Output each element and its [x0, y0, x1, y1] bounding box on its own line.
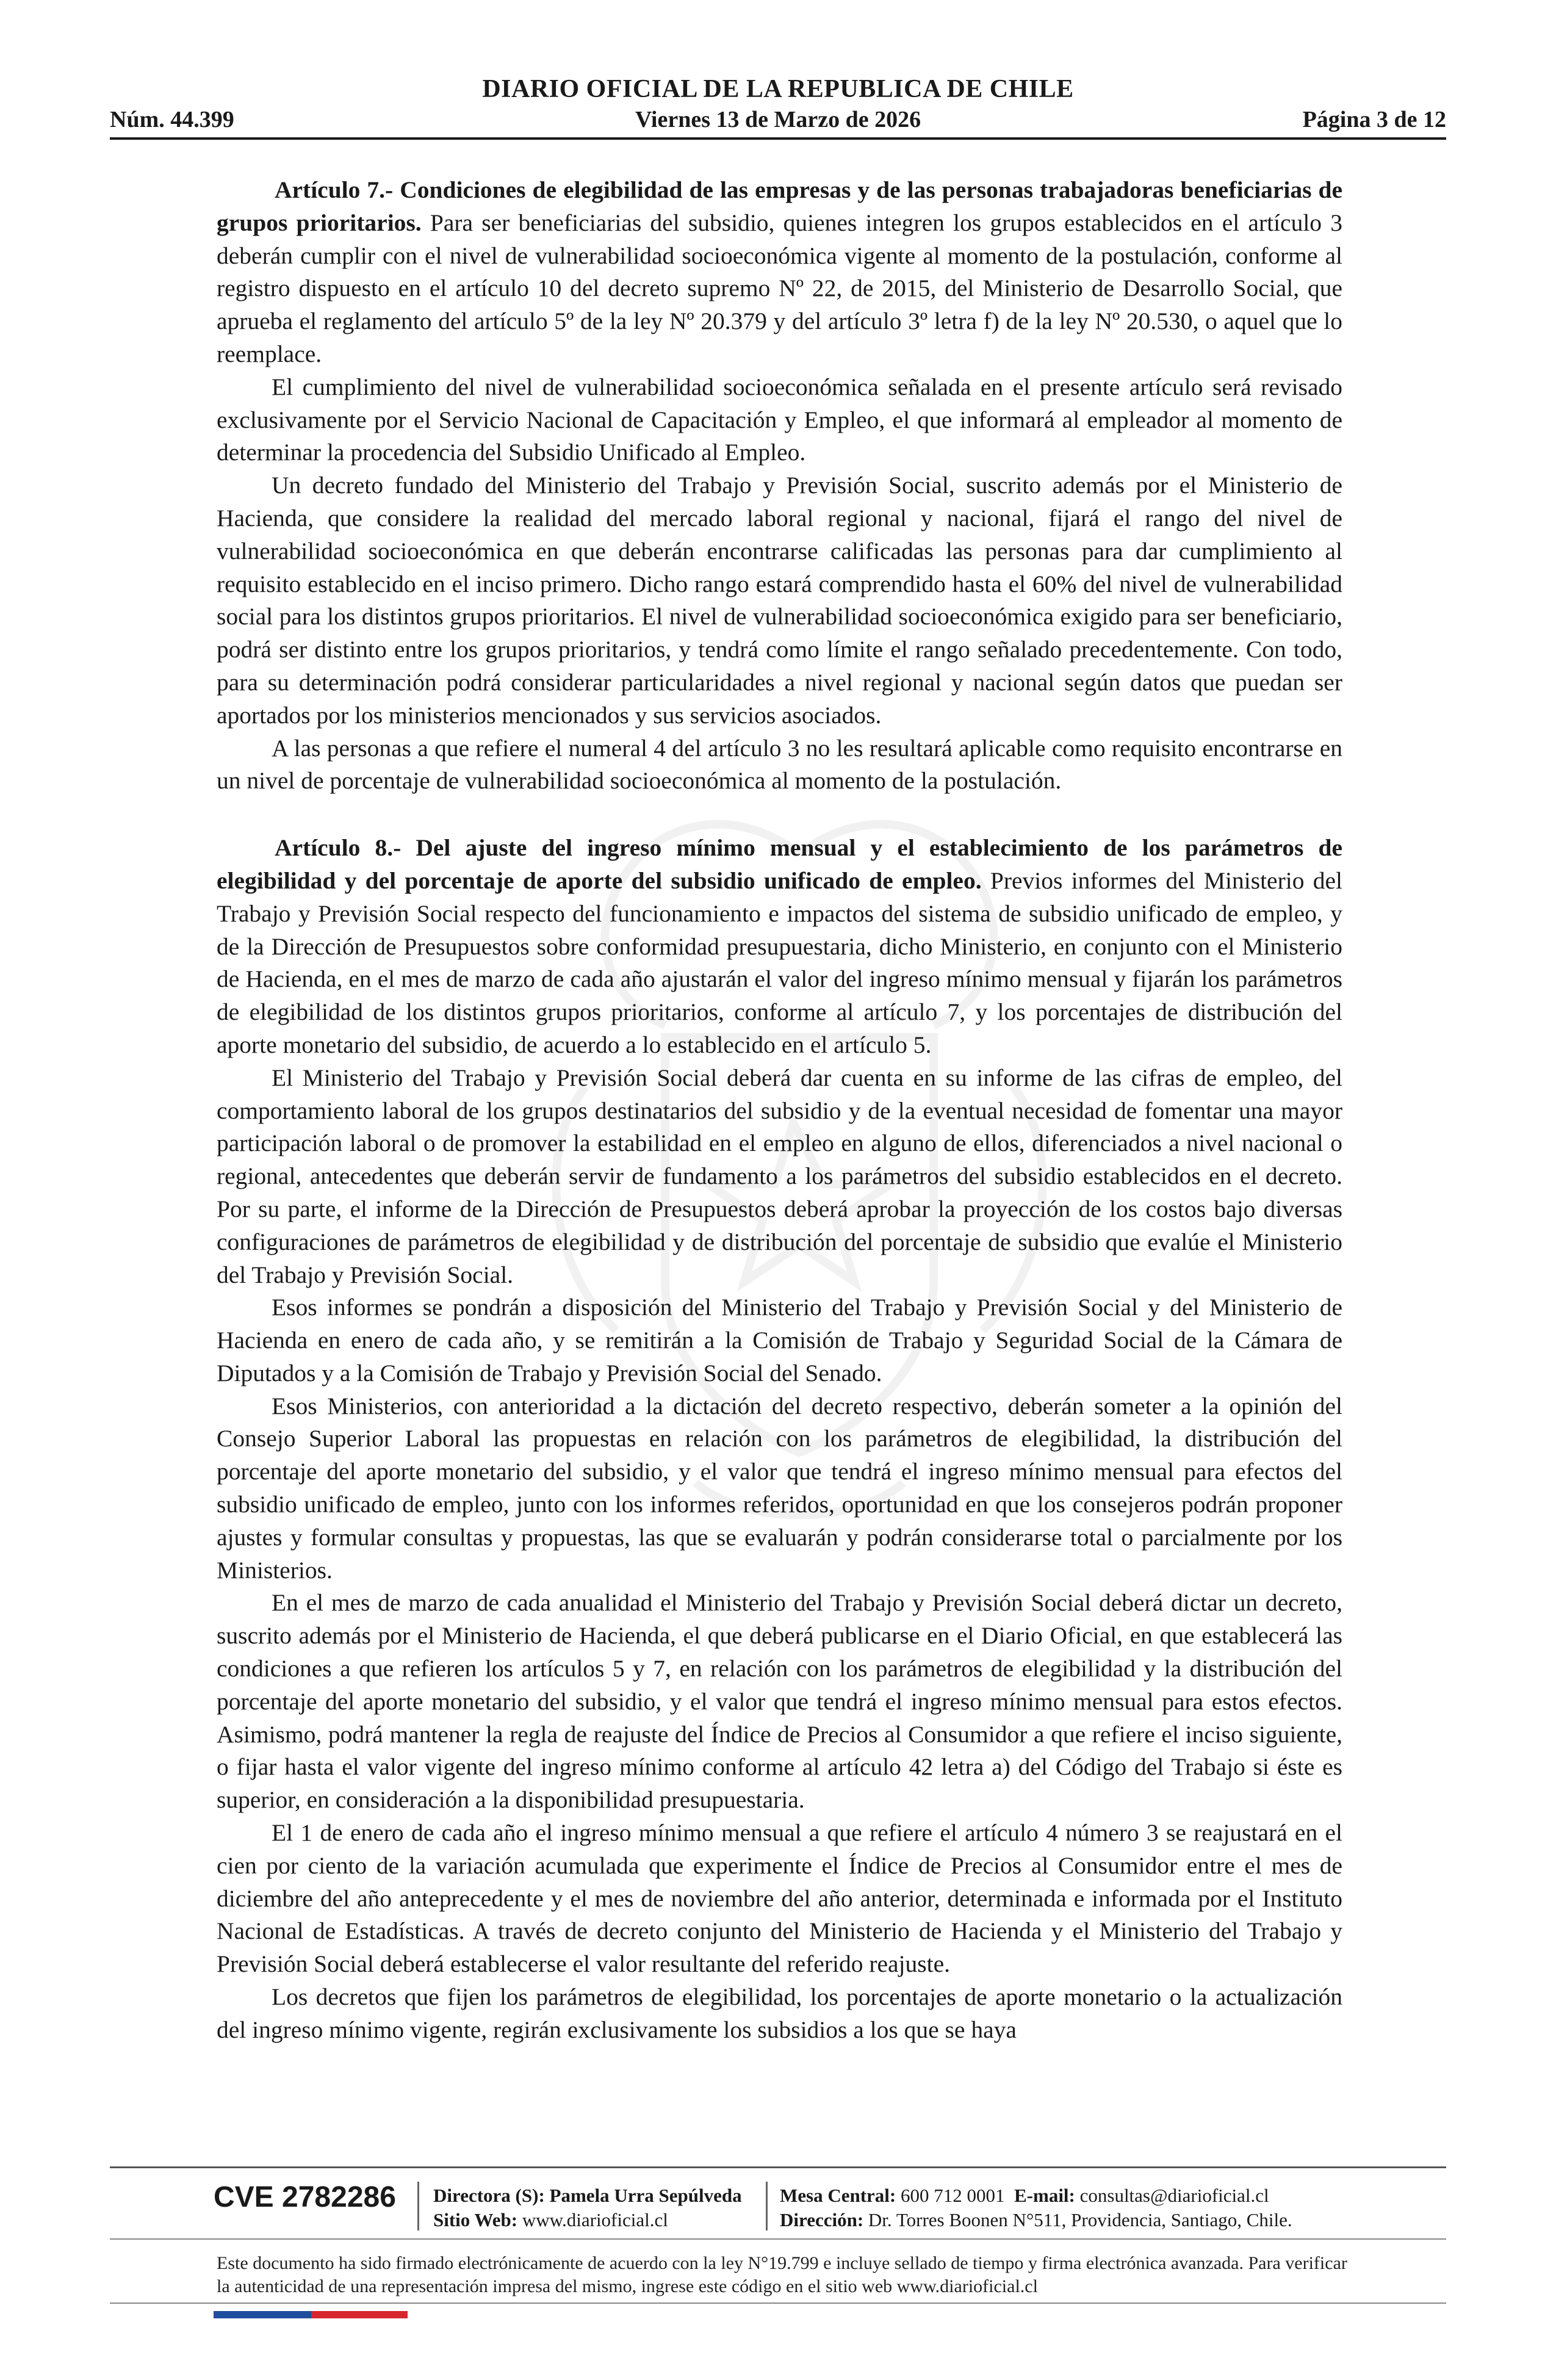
director-value: Pamela Urra Sepúlveda — [549, 2185, 742, 2206]
footer-address — [780, 2208, 1292, 2232]
article-8-paragraph-2: El Ministerio del Trabajo y Previsión Social deberá dar cuenta en su informe de las cifras de empleo, del comportamiento laboral de los grupos destinatarios del subsidio y de la eventual necesidad de fomentar una mayor participación laboral o de promover la estabilidad en el empleo en alguno de ellos, diferenciados a nivel nacional o regional, antecedentes que deberán servir de fundamento a los parámetros del subsidio establecidos en el decreto. Por su parte, el informe de la Dirección de Presupuestos deberá aprobar la proyección de los costos bajo diversas configuraciones de parámetros de elegibilidad y de distribución del porcentaje de subsidio que evalúe el Ministerio del Trabajo y Previsión Social. — [217, 1064, 1342, 1288]
article-8-paragraph-6: El 1 de enero de cada año el ingreso mínimo mensual a que refiere el artículo 4 número 3 se reajustará en el cien por ciento de la variación acumulada que experimente el Índice de Precios al Consumidor entre el mes de diciembre del año anteprecedente y el mes de noviembre del año anterior, determinada e informada por el Instituto Nacional de Estadísticas. A través de decreto conjunto del Ministerio de Hacienda y el Ministerio del Trabajo y Previsión Social deberá establecerse el valor resultante del referido reajuste. — [217, 1819, 1342, 1978]
page-number: Página 3 de 12 — [1302, 107, 1446, 132]
article-7-paragraph-1 — [217, 174, 1342, 371]
website-label: Sitio Web: — [433, 2209, 518, 2230]
article-7-paragraph-4: A las personas a que refiere el numeral 4 del artículo 3 no les resultará aplicable como requisito encontrarse en un nivel de porcentaje de vulnerabilidad socioeconómica al momento de la postulación. — [217, 734, 1342, 795]
footer-director — [433, 2183, 742, 2208]
flag-stripe — [214, 2311, 408, 2318]
footer-phone-email — [780, 2183, 1292, 2208]
cve-code: CVE 2782286 — [214, 2181, 396, 2213]
footer-website — [433, 2208, 742, 2232]
email-link[interactable]: consultas@diarioficial.cl — [1079, 2185, 1269, 2206]
footer-contact-right — [780, 2183, 1292, 2232]
email-label: E-mail: — [1014, 2185, 1075, 2206]
article-8-paragraph-3: Esos informes se pondrán a disposición del Ministerio del Trabajo y Previsión Social y del Ministerio de Hacienda en enero de cada año, y se remitirán a la Comisión de Trabajo y Seguridad Social de la Cámara de Diputados y a la Comisión de Trabajo y Previsión Social del Senado. — [217, 1294, 1342, 1387]
footer-contact-left — [433, 2183, 742, 2232]
flag-blue-segment — [214, 2311, 311, 2318]
footer-rule-middle — [110, 2238, 1446, 2240]
mesa-value: 600 712 0001 — [901, 2185, 1005, 2206]
issue-date: Viernes 13 de Marzo de 2026 — [635, 107, 921, 132]
legal-notice: Este documento ha sido firmado electrónicamente de acuerdo con la ley N°19.799 e incluye sellado de tiempo y firma electrónica avanzada. Para verificar la autenticidad de una representación impresa del mismo, ingrese este código en el sitio web www.diarioficial.cl — [217, 2253, 1347, 2296]
article-8-paragraph-7: Los decretos que fijen los parámetros de elegibilidad, los porcentajes de aporte monetario o la actualización del ingreso mínimo vigente, regirán exclusivamente los subsidios a los que se haya — [217, 1983, 1342, 2043]
address-label: Dirección: — [780, 2209, 864, 2230]
article-8-heading: Artículo 8.- Del ajuste del ingreso mínimo mensual y el establecimiento de los parámetros de elegibilidad y del porcentaje de aporte del subsidio unificado de empleo. — [217, 834, 1342, 894]
publication-title: DIARIO OFICIAL DE LA REPUBLICA DE CHILE — [482, 75, 1074, 103]
article-7-paragraph-2: El cumplimiento del nivel de vulnerabilidad socioeconómica señalada en el presente artículo será revisado exclusivamente por el Servicio Nacional de Capacitación y Empleo, el que informará al empleador al momento de determinar la procedencia del Subsidio Unificado al Empleo. — [217, 373, 1342, 466]
footer-rule-bottom — [110, 2302, 1446, 2304]
director-label: Directora (S): — [433, 2185, 545, 2206]
article-7-heading: Artículo 7.- Condiciones de elegibilidad de las empresas y de las personas trabajadoras beneficiarias de grupos prioritarios. — [217, 176, 1342, 236]
page-header — [110, 72, 1446, 139]
footer-separator — [766, 2182, 768, 2230]
article-7-paragraph-3: Un decreto fundado del Ministerio del Trabajo y Previsión Social, suscrito además por el Ministerio de Hacienda, que considere la realidad del mercado laboral regional y nacional, fijará el rango del nivel de vulnerabilidad socioeconómica en que deberán encontrarse calificadas las personas para dar cumplimiento al requisito establecido en el inciso primero. Dicho rango estará comprendido hasta el 60% del nivel de vulnerabilidad social para los distintos grupos prioritarios. El nivel de vulnerabilidad socioeconómica exigido para ser beneficiario, podrá ser distinto entre los grupos prioritarios, y tendrá como límite el rango señalado precedentemente. Con todo, para su determinación podrá considerar particularidades a nivel regional y nacional según datos que puedan ser aportados por los ministerios mencionados y sus servicios asociados. — [217, 472, 1342, 729]
article-8-paragraph-5: En el mes de marzo de cada anualidad el Ministerio del Trabajo y Previsión Social deberá dictar un decreto, suscrito además por el Ministerio de Hacienda, el que deberá publicarse en el Diario Oficial, en que establecerá las condiciones a que refieren los artículos 5 y 7, en relación con los parámetros de elegibilidad y la distribución del porcentaje del aporte monetario del subsidio, y el valor que tendrá el ingreso mínimo mensual para estos efectos. Asimismo, podrá mantener la regla de reajuste del Índice de Precios al Consumidor a que refiere el inciso siguiente, o fijar hasta el valor vigente del ingreso mínimo conforme al artículo 42 letra a) del Código del Trabajo si éste es superior, en consideración a la disponibilidad presupuestaria. — [217, 1589, 1342, 1814]
mesa-label: Mesa Central: — [780, 2185, 896, 2206]
footer-rule-top — [110, 2166, 1446, 2168]
article-7-text-1: Para ser beneficiarias del subsidio, quienes integren los grupos establecidos en el artículo 3 deberán cumplir con el nivel de vulnerabilidad socioeconómica vigente al momento de la postulación, conforme al registro dispuesto en el artículo 10 del decreto supremo Nº 22, de 2015, del Ministerio de Desarrollo Social, que aprueba el reglamento del artículo 5º de la ley Nº 20.379 y del artículo 3º letra f) de la ley Nº 20.530, o aquel que lo reemplace. — [217, 209, 1342, 367]
article-8-paragraph-1 — [217, 832, 1342, 1062]
document-body — [217, 174, 1342, 2047]
issue-number: Núm. 44.399 — [110, 107, 234, 132]
flag-red-segment — [311, 2311, 408, 2318]
section-gap — [217, 798, 1342, 832]
website-link[interactable]: www.diarioficial.cl — [522, 2209, 668, 2230]
address-value: Dr. Torres Boonen N°511, Providencia, Santiago, Chile. — [868, 2209, 1292, 2230]
article-8-text-1: Previos informes del Ministerio del Trabajo y Previsión Social respecto del funcionamiento e impactos del sistema de subsidio unificado de empleo, y de la Dirección de Presupuestos sobre conformidad presupuestaria, dicho Ministerio, en conjunto con el Ministerio de Hacienda, en el mes de marzo de cada año ajustarán el valor del ingreso mínimo mensual y fijarán los parámetros de elegibilidad de los distintos grupos prioritarios, conforme al artículo 7, y los porcentajes de distribución del aporte monetario del subsidio, de acuerdo a lo establecido en el artículo 5. — [217, 867, 1343, 1058]
footer-separator — [417, 2182, 419, 2230]
article-8-paragraph-4: Esos Ministerios, con anterioridad a la dictación del decreto respectivo, deberán someter a la opinión del Consejo Superior Laboral las propuestas en relación con los parámetros de elegibilidad, la distribución del porcentaje del aporte monetario del subsidio, y el valor que tendrá el ingreso mínimo mensual para efectos del subsidio unificado de empleo, junto con los informes referidos, oportunidad en que los consejeros podrán proponer ajustes y formular consultas y propuestas, las que se evaluarán y podrán considerarse total o parcialmente por los Ministerios. — [217, 1392, 1342, 1584]
header-rule — [110, 137, 1446, 140]
